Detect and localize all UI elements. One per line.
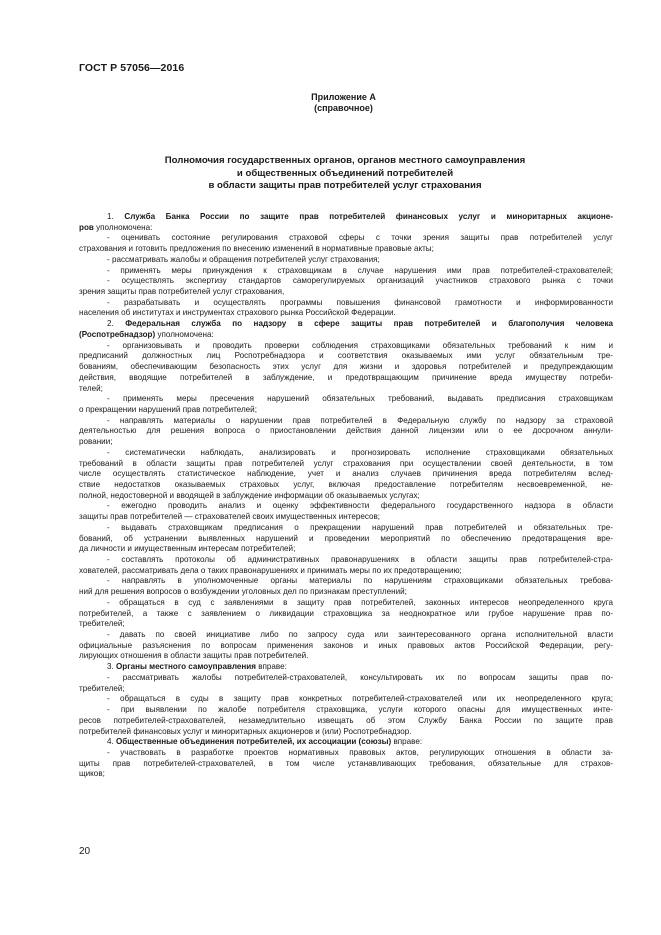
text-line — [79, 469, 613, 480]
text-run: ний для решения вопросов о возбуждении уголовных дел по признакам преступлений; — [79, 587, 407, 597]
appendix-note: (справочное) — [314, 103, 373, 113]
text-run: - направлять материалы о нарушении прав потребителей в Федеральную службу по надзору за страховой — [107, 415, 613, 425]
text-run: - осуществлять экспертизу стандартов саморегулируемых организаций участников страхового рынка с точки — [107, 276, 613, 286]
body-text — [79, 212, 613, 780]
bold-text: Общественные объединения потребителей, их ассоциации (союзы) — [116, 737, 392, 747]
text-run: - выдавать страховщикам предписания о прекращении нарушений прав потребителей и обязательных тре- — [107, 522, 613, 532]
text-run: - направлять в уполномоченные органы материалы по нарушениям страховщиками обязательных требова- — [107, 576, 613, 586]
text-line — [79, 651, 613, 662]
text-line — [79, 491, 613, 502]
text-run: предписаний должностных лиц Роспотребнадзора и соответствия оказываемых ими услуг обязательным тре- — [79, 351, 613, 361]
text-line — [79, 501, 613, 512]
text-run: - разрабатывать и осуществлять программы повышения финансовой грамотности и информированности — [107, 297, 613, 307]
text-run: действия, вводящие потребителей в заблуждение, и предотвращающим причинение вреда имуществу потреби- — [79, 372, 613, 382]
text-run: защиты прав потребителей — страхователей своих имущественных интересов; — [79, 512, 381, 522]
text-line — [79, 727, 613, 738]
text-run: полной, недостоверной и вводящей в заблуждение информации об оказываемых услугах; — [79, 490, 420, 500]
text-run: - обращаться в суды в защиту прав конкретных потребителей-страхователей или их неопределенного круга; — [107, 694, 613, 704]
section-title — [78, 155, 612, 193]
text-line — [79, 362, 613, 373]
text-line — [79, 705, 613, 716]
text-line — [79, 673, 613, 684]
text-line — [79, 319, 613, 330]
text-line — [79, 684, 613, 695]
title-line-1: Полномочия государственных органов, органов местного самоуправления — [164, 155, 526, 166]
appendix-heading — [0, 92, 661, 114]
text-line — [79, 555, 613, 566]
text-run: - систематически наблюдать, анализировать и прогнозировать исполнение страховщиками обязательных — [107, 447, 613, 457]
text-run: - обращаться в суд с заявлениями в защиту прав потребителей, законных интересов неопределенного круга — [107, 597, 613, 607]
text-run: требителей; — [79, 619, 125, 629]
text-line — [79, 641, 613, 652]
text-line — [79, 437, 613, 448]
text-run: ствие недостатков оказываемых страховых услуг, включая предоставление потребителям несвоевременной, не- — [79, 479, 613, 489]
text-line — [79, 298, 613, 309]
appendix-label: Приложение А — [311, 92, 376, 102]
text-run: - составлять протоколы об административных правонарушениях в области защиты прав потребителей-стра- — [107, 555, 613, 564]
text-line — [79, 630, 613, 641]
text-line — [79, 287, 613, 298]
text-line — [79, 480, 613, 491]
text-line — [79, 394, 613, 405]
text-line — [79, 405, 613, 416]
text-run: вправе: — [255, 662, 287, 672]
text-line — [79, 459, 613, 470]
text-run: - давать по своей инициативе либо по запросу суда или заинтересованного органа исполнительной власти — [107, 630, 613, 640]
text-line — [79, 587, 613, 598]
text-run: требителей; — [79, 683, 125, 693]
text-run: ресов потребителей-страхователей, незамедлительно извещать об этом Службу Банка России по защите прав — [79, 715, 613, 725]
text-line — [79, 598, 613, 609]
text-run: потребителей, а также с заявлением о ликвидации страховщика за неоднократное или грубое нарушение прав по- — [79, 608, 613, 618]
text-run: ровании; — [79, 437, 113, 447]
bold-text: Органы местного самоуправления — [116, 662, 256, 672]
text-line — [79, 716, 613, 727]
bold-text: Служба Банка России по защите прав потребителей финансовых услуг и миноритарных акционе- — [124, 212, 613, 221]
title-line-2: и общественных объединений потребителей — [236, 167, 454, 179]
text-run: хователей, рассматривать дела о таких правонарушениях и принимать меры по их предотвращению; — [79, 565, 462, 575]
bold-text: (Роспотребнадзор) — [79, 329, 156, 339]
text-line — [79, 576, 613, 587]
text-run: деятельностью для решения вопроса о приостановлении действия данной лицензии или о ее досрочном аннули- — [79, 426, 613, 436]
text-run: официальные разъяснения по вопросам применения законов и иных правовых актов Российской Федерации, регу- — [79, 640, 613, 650]
text-run: - участвовать в разработке проектов нормативных правовых актов, регулирующих отношения в области за- — [107, 747, 613, 757]
text-run: бований, об устранении выявленных нарушений и проведении мероприятий по обеспечению предотвращения вре- — [79, 533, 613, 543]
text-line — [79, 351, 613, 362]
text-run: 4. — [107, 737, 116, 747]
text-line — [79, 523, 613, 534]
text-line — [79, 566, 613, 577]
text-line — [79, 609, 613, 620]
text-run: - ежегодно проводить анализ и оценку эффективности федерального государственного надзора в области — [107, 501, 613, 511]
text-run: 2. — [107, 319, 126, 329]
text-run: лирующих отношения в области защиты прав потребителей. — [79, 651, 309, 661]
text-line — [79, 769, 613, 780]
text-line — [79, 266, 613, 277]
text-run: вправе: — [391, 737, 423, 747]
text-run: зрения защиты прав потребителей услуг страхования, — [79, 287, 285, 297]
text-line — [79, 255, 613, 266]
text-line — [79, 384, 613, 395]
text-run: уполномочена: — [93, 222, 153, 232]
text-run: числе осуществлять статистическое наблюдение, учет и анализ случаев причинения вреда потребителям вслед- — [79, 469, 613, 479]
text-line — [79, 534, 613, 545]
title-line-3: в области защиты прав потребителей услуг страхования — [208, 180, 482, 191]
text-line — [79, 373, 613, 384]
text-run: - оценивать состояние регулирования страховой сферы с точки зрения защиты прав потребителей услуг — [107, 233, 613, 243]
text-run: - при выявлении по жалобе потребителя страховщика, услуги которого опасны для имущественных инте- — [107, 705, 613, 715]
text-run: - организовывать и проводить проверки соблюдения страховщиками обязательных требований к ним и — [107, 340, 613, 350]
text-line — [79, 759, 613, 770]
text-line — [79, 512, 613, 523]
text-line — [79, 276, 613, 287]
text-line — [79, 694, 613, 705]
text-line — [79, 341, 613, 352]
text-line — [79, 426, 613, 437]
text-run: - рассматривать жалобы потребителей-страхователей, консультировать их по вопросам защиты прав по- — [107, 672, 613, 682]
text-run: щиков; — [79, 769, 105, 779]
text-run: страхования и готовить предложения по внесению изменений в нормативные правовые акты; — [79, 244, 434, 254]
text-run: населения об институтах и инструментах страхового рынка Российской Федерации. — [79, 308, 396, 318]
text-line — [79, 212, 613, 223]
text-run: 1. — [107, 212, 125, 221]
text-run: - применять меры пресечения нарушений обязательных требований, выдавать предписания страховщикам — [107, 394, 613, 404]
text-run: телей; — [79, 383, 103, 393]
bold-text: Федеральная служба по надзору в сфере защиты прав потребителей и благополучия человека — [125, 319, 613, 329]
text-line — [79, 233, 613, 244]
text-line — [79, 223, 613, 234]
text-line — [79, 619, 613, 630]
text-run: - применять меры принуждения к страховщикам в случае нарушения ими прав потребителей-страхователей; — [107, 265, 613, 275]
text-line — [79, 748, 613, 759]
text-run: требований в области защиты прав потребителей услуг страхования при осуществлении своей деятельности, в том — [79, 458, 613, 468]
text-line — [79, 448, 613, 459]
text-line — [79, 737, 613, 748]
text-run: щиты прав потребителей-страхователей, в том числе устанавливающих требования, обязательные для страхов- — [79, 758, 613, 768]
text-line — [79, 662, 613, 673]
document-code: ГОСТ Р 57056—2016 — [79, 62, 185, 74]
text-run: 3. — [107, 662, 116, 672]
text-line — [79, 308, 613, 319]
text-line — [79, 416, 613, 427]
text-run: о прекращении нарушений прав потребителей; — [79, 404, 257, 414]
text-run: - рассматривать жалобы и обращения потребителей услуг страхования; — [107, 254, 380, 264]
page-number: 20 — [79, 846, 91, 857]
text-line — [79, 330, 613, 341]
text-line — [79, 244, 613, 255]
text-run: уполномочена: — [155, 329, 214, 339]
text-run: да личности и имущественным интересам потребителей; — [79, 544, 296, 554]
text-line — [79, 544, 613, 555]
text-run: потребителей финансовых услуг и миноритарных акционеров и (или) Роспотребнадзор. — [79, 726, 412, 736]
bold-text: ров — [79, 222, 94, 232]
text-run: бованиям, обеспечивающим безопасность этих услуг для жизни и здоровья потребителей и предупреждающим — [79, 362, 613, 372]
